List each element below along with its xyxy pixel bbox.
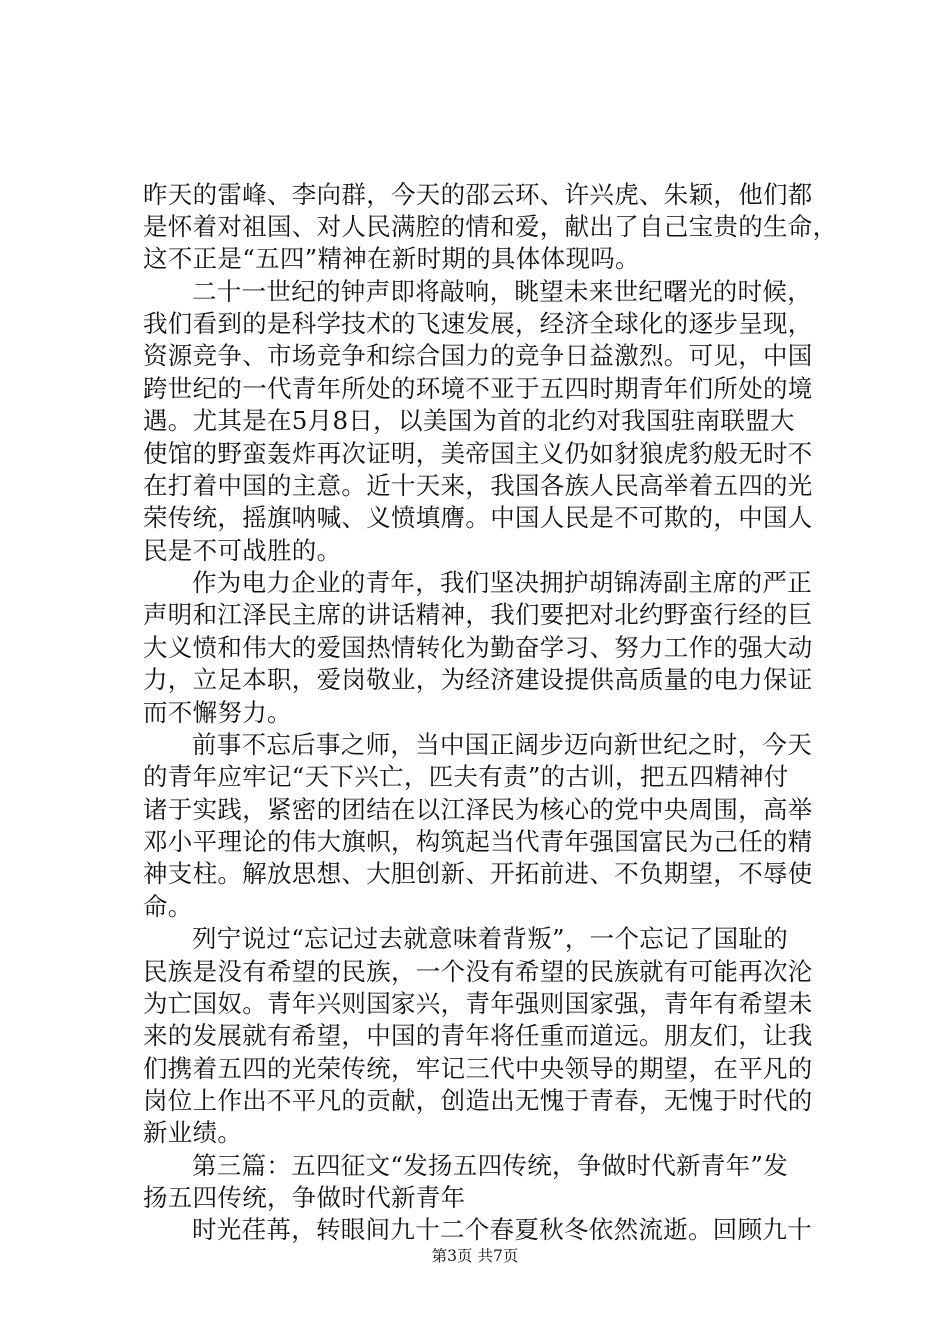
- text-line: 民族是没有希望的民族，一个没有希望的民族就有可能再次沦: [143, 957, 813, 986]
- paragraph-first-line: 作为电力企业的青年，我们坚决拥护胡锦涛副主席的严正: [192, 568, 812, 597]
- text-line: 而不懈努力。: [143, 698, 292, 727]
- text-line: 来的发展就有希望，中国的青年将任重而道远。朋友们，让我: [143, 1021, 813, 1050]
- text-line: 资源竞争、市场竞争和综合国力的竞争日益激烈。可见，中国: [143, 341, 813, 370]
- text-line: 使馆的野蛮轰炸再次证明，美帝国主义仍如豺狼虎豹般无时不: [143, 439, 813, 468]
- paragraph-first-line: 二十一世纪的钟声即将敲响，眺望未来世纪曙光的时候，: [192, 277, 812, 306]
- text-line: 命。: [143, 892, 193, 921]
- text-line: 新业绩。: [143, 1118, 243, 1147]
- paragraph-first-line: 时光荏苒，转眼间九十二个春夏秋冬依然流逝。回顾九十: [192, 1215, 812, 1244]
- section-heading: 第三篇：五四征文“发扬五四传统，争做时代新青年”发: [192, 1151, 789, 1180]
- text-line: 邓小平理论的伟大旗帜，构筑起当代青年强国富民为己任的精: [143, 827, 813, 856]
- paragraph-first-line: 列宁说过“忘记过去就意味着背叛”，一个忘记了国耻的: [192, 924, 789, 953]
- text-line: 是怀着对祖国、对人民满腔的情和爱，献出了自己宝贵的生命，: [143, 212, 838, 241]
- paragraph-first-line: 前事不忘后事之师，当中国正阔步迈向新世纪之时，今天: [192, 730, 812, 759]
- text-line: 的青年应牢记“天下兴亡，匹夫有责”的古训，把五四精神付: [143, 762, 789, 791]
- text-line: 我们看到的是科学技术的飞速发展，经济全球化的逐步呈现，: [143, 309, 813, 338]
- text-line: 跨世纪的一代青年所处的环境不亚于五四时期青年们所处的境: [143, 374, 813, 403]
- text-line: 诸于实践，紧密的团结在以江泽民为核心的党中央周围，高举: [143, 795, 813, 824]
- text-line: 力，立足本职，爱岗敬业，为经济建设提供高质量的电力保证: [143, 665, 813, 694]
- text-line: 声明和江泽民主席的讲话精神，我们要把对北约野蛮行经的巨: [143, 600, 813, 629]
- text-line: 遇。尤其是在5月8日，以美国为首的北约对我国驻南联盟大: [143, 406, 795, 435]
- text-line: 们携着五四的光荣传统，牢记三代中央领导的期望，在平凡的: [143, 1054, 813, 1083]
- section-heading-continued: 扬五四传统，争做时代新青年: [143, 1183, 466, 1212]
- text-line: 昨天的雷峰、李向群，今天的邵云环、许兴虎、朱颖，他们都: [143, 180, 813, 209]
- text-line: 这不正是“五四”精神在新时期的具体体现吗。: [143, 244, 640, 273]
- text-line: 岗位上作出不平凡的贡献，创造出无愧于青春，无愧于时代的: [143, 1086, 813, 1115]
- text-line: 为亡国奴。青年兴则国家兴，青年强则国家强，青年有希望未: [143, 989, 813, 1018]
- text-line: 在打着中国的主意。近十天来，我国各族人民高举着五四的光: [143, 471, 813, 500]
- text-line: 神支柱。解放思想、大胆创新、开拓前进、不负期望，不辱使: [143, 859, 813, 888]
- page-indicator: 第3页 共7页: [431, 1247, 519, 1265]
- text-line: 民是不可战胜的。: [143, 536, 342, 565]
- text-line: 荣传统，摇旗呐喊、义愤填膺。中国人民是不可欺的，中国人: [143, 503, 813, 532]
- text-line: 大义愤和伟大的爱国热情转化为勤奋学习、努力工作的强大动: [143, 633, 813, 662]
